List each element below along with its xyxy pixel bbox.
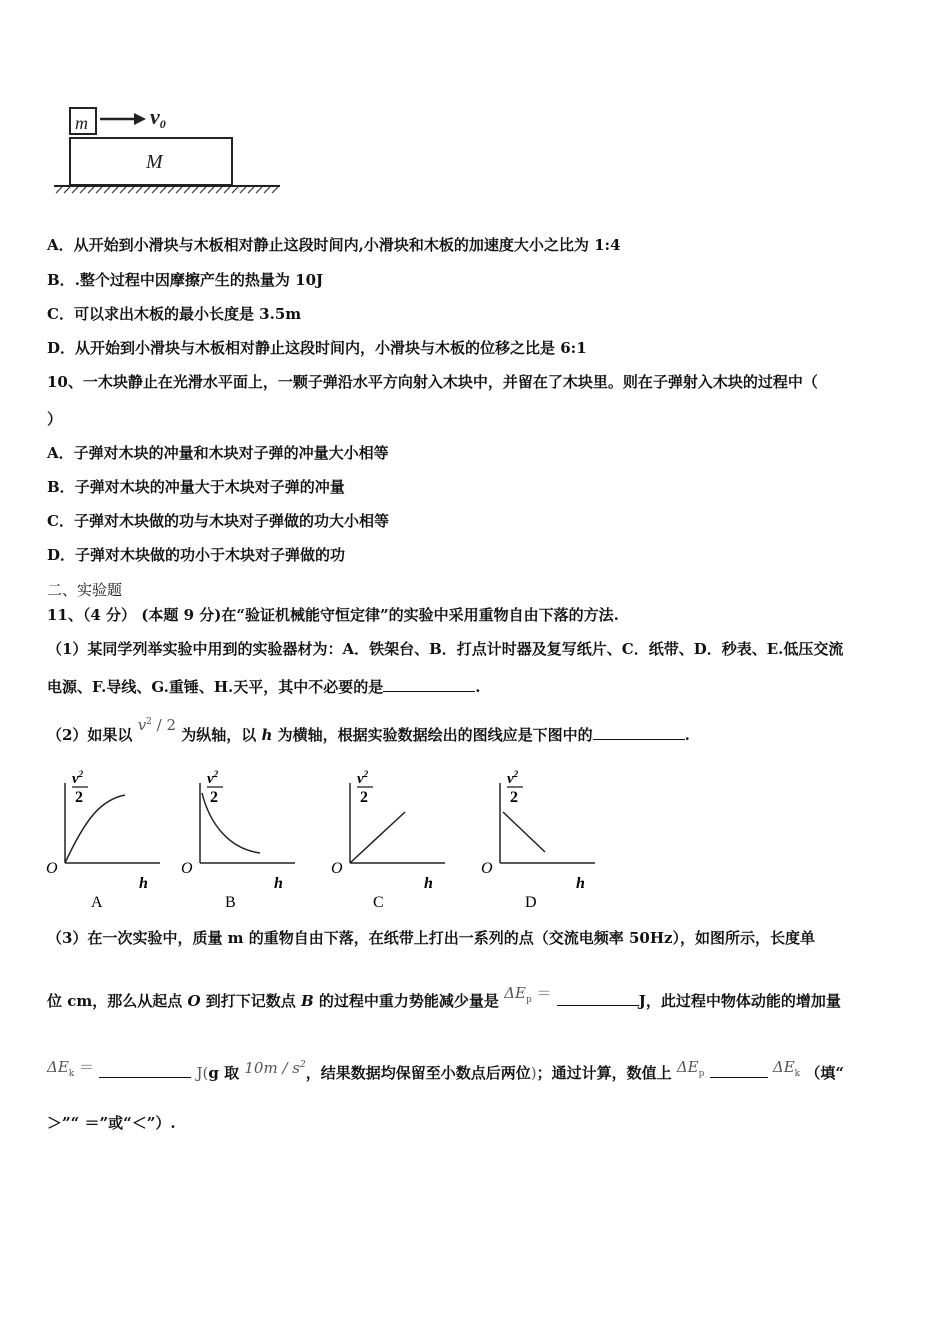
graph-a-letter: A <box>91 894 103 911</box>
graph-c <box>331 769 445 911</box>
q10-option-c: C．子弹对木块做的功与木块对子弹做的功大小相等 <box>47 512 389 530</box>
graph-a-origin: O <box>46 860 58 877</box>
delta-ek-symbol: $\Delta E_k$ ＝ <box>47 1058 95 1079</box>
q11-part3-line1: （3）在一次实验中，质量 m 的重物自由下落，在纸带上打出一系列的点（交流电频率 50Hz），如图所示，长度单 <box>47 929 816 947</box>
section-heading: 二、实验题 <box>47 581 123 599</box>
graph-a-y-denominator: 2 <box>75 789 83 806</box>
q11-part3-line2: 位 cm，那么从起点 O 到打下记数点 B 的过程中重力势能减少量是 $\Delta E_p = J$，此过程中物体动能的增加量 <box>47 984 841 1010</box>
graph-c-letter: C <box>373 894 384 911</box>
graph-b-letter: B <box>225 894 236 911</box>
graph-b-x-label: h <box>274 875 283 892</box>
q9-option-c: C．可以求出木板的最小长度是 3.5m <box>47 305 302 323</box>
graph-d-y-denominator: 2 <box>510 789 518 806</box>
graph-a <box>46 769 160 911</box>
answer-blank-2[interactable] <box>593 724 685 740</box>
graph-a-curve <box>65 795 125 863</box>
q10-stem-line2: ） <box>47 410 63 428</box>
graph-d-origin: O <box>481 860 493 877</box>
q11-part1-line1: （1）某同学列举实验中用到的实验器材为：A．铁架台、B．打点计时器及复写纸片、C．纸带、D．秒表、E.低压交流 <box>47 640 844 658</box>
q10-stem-line1: 10、一木块静止在光滑水平面上，一颗子弹沿水平方向射入木块中，并留在了木块里。则在子弹射入木块的过程中（ <box>47 373 818 391</box>
q10-option-b: B．子弹对木块的冲量大于木块对子弹的冲量 <box>47 478 345 496</box>
graph-a-y-numerator: $v^2$ <box>72 769 84 787</box>
velocity-label: v0 <box>150 104 166 131</box>
answer-blank-4[interactable] <box>99 1062 191 1078</box>
graph-b-origin: O <box>181 860 193 877</box>
delta-ep-symbol: $\Delta E_p$ ＝ <box>504 984 552 1005</box>
velocity-arrowhead <box>134 113 146 125</box>
graph-d <box>481 769 595 911</box>
delta-ek-symbol-2: $\Delta E_k$ <box>772 1058 801 1079</box>
block-board-figure <box>50 100 290 200</box>
graph-b-y-numerator: $v^2$ <box>207 769 219 787</box>
graph-c-y-denominator: 2 <box>360 789 368 806</box>
graph-c-origin: O <box>331 860 343 877</box>
answer-blank-3[interactable] <box>557 990 639 1006</box>
q9-option-a: A．从开始到小滑块与木板相对静止这段时间内,小滑块和木板的加速度大小之比为 1:4 <box>47 236 621 254</box>
delta-ep-symbol-2: $\Delta E_p$ <box>676 1058 705 1079</box>
q11-part3-line4: ＞”“ ＝”或“＜”）. <box>47 1114 176 1132</box>
q9-option-d: D．从开始到小滑块与木板相对静止这段时间内，小滑块与木板的位移之比是 6:1 <box>47 339 587 357</box>
formula-v2-over-2: $v^2 / 2$ <box>137 716 177 734</box>
graph-d-line <box>503 812 545 852</box>
graph-c-x-label: h <box>424 875 433 892</box>
graph-b-y-denominator: 2 <box>210 789 218 806</box>
graph-c-line <box>350 812 405 863</box>
answer-blank-5[interactable] <box>710 1062 768 1078</box>
graph-d-x-label: h <box>576 875 585 892</box>
graph-a-x-label: h <box>139 875 148 892</box>
answer-blank-1[interactable] <box>383 676 475 692</box>
q11-stem: 11、（4 分） (本题 9 分)在“验证机械能守恒定律”的实验中采用重物自由下落的方法. <box>47 606 619 624</box>
graph-c-y-numerator: $v^2$ <box>357 769 369 787</box>
graph-b <box>181 769 295 911</box>
board-label: M <box>146 151 163 173</box>
q10-option-a: A．子弹对木块的冲量和木块对子弹的冲量大小相等 <box>47 444 389 462</box>
graph-d-y-numerator: $v^2$ <box>507 769 519 787</box>
graph-d-letter: D <box>525 894 537 911</box>
g-value: $10m / s^2$ <box>244 1059 306 1077</box>
q10-option-d: D．子弹对木块做的功小于木块对子弹做的功 <box>47 546 346 564</box>
ground-hatch <box>56 187 278 193</box>
small-block-label: m <box>75 113 88 133</box>
q11-part2: （2）如果以 $v^2 / 2$ 为纵轴，以 h 为横轴，根据实验数据绘出的图线应是下图中的 . <box>47 716 690 744</box>
q11-part1-line2: 电源、F.导线、G.重锤、H.天平，其中不必要的是 . <box>47 678 481 696</box>
q11-part3-line3: $\Delta E_k = J(g$ 取 $10m / s^2$，结果数据均保留至小数点后两位)；通过计算，数值上 $\Delta E_p$ $\Delta E_k$ （填“ <box>47 1058 844 1082</box>
graph-options <box>40 765 610 915</box>
q9-option-b: B．.整个过程中因摩擦产生的热量为 10J <box>47 271 324 289</box>
